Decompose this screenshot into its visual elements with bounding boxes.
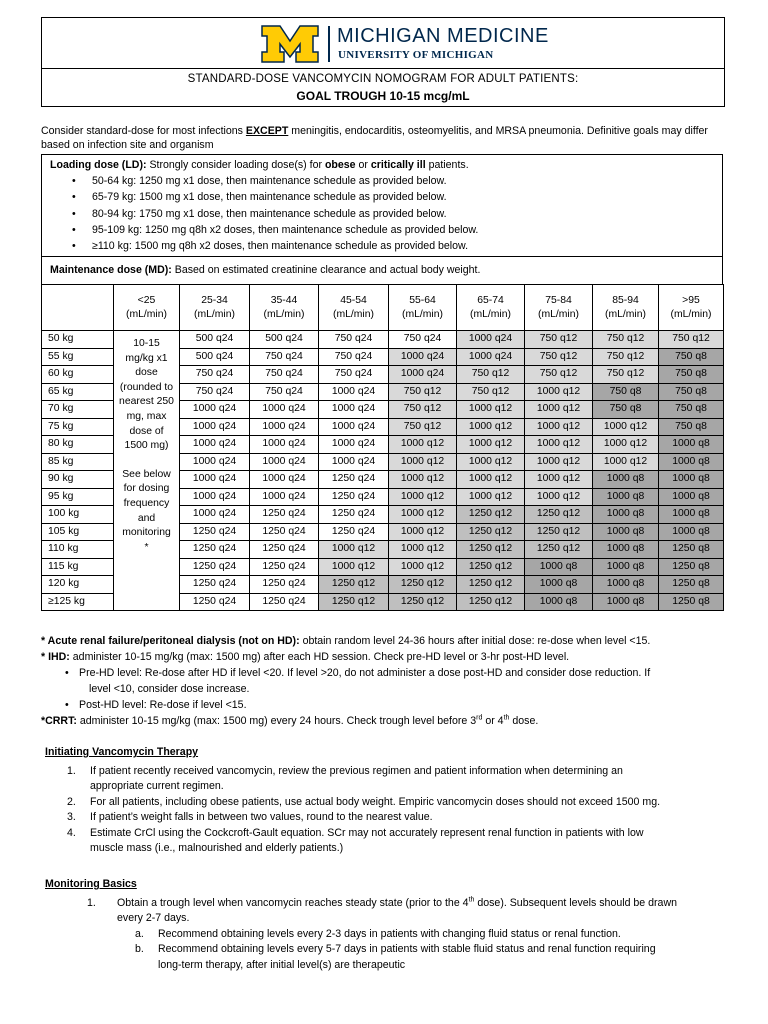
list-item: • 80-94 kg: 1750 mg x1 dose, then maintenance schedule as provided below. xyxy=(50,206,722,222)
dose-cell: 1000 q12 xyxy=(389,488,457,506)
dose-cell: 1000 q12 xyxy=(389,453,457,471)
dose-cell: 1250 q12 xyxy=(525,541,593,559)
crcl-range: 35-44 xyxy=(270,294,298,306)
crcl-unit: (mL/min) xyxy=(670,308,712,320)
dose-cell: 1250 q24 xyxy=(250,576,319,594)
table-row xyxy=(42,331,724,349)
dose-cell: 1000 q8 xyxy=(525,558,593,576)
low-crcl-line: monitoring xyxy=(122,527,171,539)
dose-cell: 1000 q8 xyxy=(659,453,724,471)
dose-cell: 750 q12 xyxy=(525,366,593,384)
dose-cell: 1250 q24 xyxy=(250,541,319,559)
item-number: 4. xyxy=(67,826,76,839)
dose-cell: 1000 q8 xyxy=(659,523,724,541)
dose-cell: 1000 q24 xyxy=(250,453,319,471)
low-crcl-line: * xyxy=(144,541,149,553)
dose-cell: 1000 q24 xyxy=(180,506,250,524)
low-crcl-line: mg/kg x1 xyxy=(125,352,168,364)
dose-cell: 1000 q8 xyxy=(593,593,659,611)
dose-cell: 1000 q12 xyxy=(389,471,457,489)
loading-dose-section xyxy=(42,155,722,257)
dose-cell: 750 q24 xyxy=(250,366,319,384)
maintenance-text: Based on estimated creatinine clearance and actual body weight. xyxy=(171,264,481,276)
weight-cell: 50 kg xyxy=(42,331,114,349)
crcl-header xyxy=(114,285,180,331)
dose-cell: 1000 q24 xyxy=(319,453,389,471)
dose-cell: 750 q24 xyxy=(180,366,250,384)
dose-cell: 1250 q24 xyxy=(180,541,250,559)
dose-cell: 750 q24 xyxy=(250,383,319,401)
intro-text-1: Consider standard-dose for most infections xyxy=(41,125,246,137)
logo-divider xyxy=(328,26,330,62)
item-text: If patient recently received vancomycin, review the previous regimen and patient information when determining an xyxy=(90,764,623,777)
dose-cell: 1000 q24 xyxy=(250,401,319,419)
dose-cell: 750 q8 xyxy=(659,348,724,366)
weight-cell: 115 kg xyxy=(42,558,114,576)
dose-cell: 1000 q8 xyxy=(593,506,659,524)
dose-cell: 1000 q24 xyxy=(180,453,250,471)
dose-cell: 1000 q8 xyxy=(525,576,593,594)
dose-cell: 1000 q24 xyxy=(180,471,250,489)
dose-cell: 1250 q24 xyxy=(180,576,250,594)
weight-cell: 105 kg xyxy=(42,523,114,541)
intro-text-2: meningitis, endocarditis, osteomyelitis, and MRSA pneumonia. Definitive goals may differ based on infection site and organism xyxy=(41,125,708,151)
dose-cell: 1000 q8 xyxy=(659,506,724,524)
monitoring-list xyxy=(45,896,725,927)
low-crcl-line: mg, max xyxy=(126,410,167,422)
dose-cell: 1000 q12 xyxy=(525,436,593,454)
crcl-range: 25-34 xyxy=(201,294,228,306)
table-header-row xyxy=(42,285,724,331)
low-crcl-line: dose xyxy=(135,367,158,379)
weight-cell: 100 kg xyxy=(42,506,114,524)
dose-cell: 1000 q24 xyxy=(180,401,250,419)
dose-cell: 1250 q8 xyxy=(659,558,724,576)
monitoring-section xyxy=(45,877,725,973)
weight-cell: 85 kg xyxy=(42,453,114,471)
dose-cell: 1000 q12 xyxy=(525,471,593,489)
crrt-text-c: dose. xyxy=(509,715,539,727)
dose-cell: 1000 q24 xyxy=(319,383,389,401)
dose-cell: 1000 q12 xyxy=(593,418,659,436)
item-text: long-term therapy, after initial level(s) are therapeutic xyxy=(158,958,406,971)
item-letter: b. xyxy=(135,943,144,955)
dose-cell: 1000 q24 xyxy=(389,348,457,366)
brand-name: MICHIGAN MEDICINE xyxy=(337,25,549,47)
dose-cell: 1000 q12 xyxy=(593,453,659,471)
item-number: 1. xyxy=(67,764,76,777)
crcl-header xyxy=(180,285,250,331)
crrt-sup-2: th xyxy=(503,714,510,722)
dose-cell: 1250 q24 xyxy=(180,523,250,541)
dose-cell: 1250 q24 xyxy=(319,488,389,506)
crcl-header xyxy=(593,285,659,331)
title-block xyxy=(42,69,724,106)
arf-label: * Acute renal failure/peritoneal dialysis (not on HD): xyxy=(41,635,300,647)
dose-cell: 1000 q24 xyxy=(457,348,525,366)
list-item xyxy=(45,942,725,973)
crrt-note xyxy=(41,713,731,729)
list-item: • ≥110 kg: 1500 mg q8h x2 doses, then maintenance schedule as provided below. xyxy=(50,238,722,254)
dose-cell: 1000 q8 xyxy=(593,541,659,559)
dose-cell: 1000 q8 xyxy=(659,471,724,489)
dose-cell: 750 q12 xyxy=(593,366,659,384)
loading-text-a: Strongly consider loading dose(s) for xyxy=(146,159,325,171)
dose-cell: 1000 q12 xyxy=(525,418,593,436)
dose-cell: 1000 q24 xyxy=(250,436,319,454)
dose-cell: 1000 q24 xyxy=(319,436,389,454)
weight-cell: 90 kg xyxy=(42,471,114,489)
loading-critical: critically ill xyxy=(370,159,426,171)
weight-cell: 75 kg xyxy=(42,418,114,436)
dose-cell: 1250 q12 xyxy=(457,576,525,594)
dose-cell: 750 q12 xyxy=(389,401,457,419)
dose-cell: 1000 q24 xyxy=(319,401,389,419)
dose-cell: 1250 q12 xyxy=(457,541,525,559)
dialysis-notes xyxy=(41,633,731,729)
crcl-header xyxy=(389,285,457,331)
dose-cell: 500 q24 xyxy=(180,348,250,366)
item-letter: a. xyxy=(135,927,144,940)
item-text: appropriate current regimen. xyxy=(90,780,224,792)
item-number: 3. xyxy=(67,811,76,823)
dose-cell: 1250 q24 xyxy=(319,506,389,524)
dose-cell: 1250 q12 xyxy=(457,506,525,524)
loading-text-b: or xyxy=(355,159,371,171)
dose-cell: 750 q8 xyxy=(659,366,724,384)
low-crcl-line: (rounded to xyxy=(119,381,174,393)
list-item xyxy=(45,927,725,943)
item-text xyxy=(117,896,725,912)
crrt-text-a: administer 10-15 mg/kg (max: 1500 mg) every 24 hours. Check trough level before 3 xyxy=(76,715,477,727)
dose-cell: 1250 q24 xyxy=(250,506,319,524)
low-crcl-line: frequency xyxy=(123,497,170,509)
low-crcl-line xyxy=(114,454,179,468)
weight-cell: 65 kg xyxy=(42,383,114,401)
dose-cell: 1000 q12 xyxy=(457,436,525,454)
nomogram-table xyxy=(41,284,724,611)
crcl-range: 85-94 xyxy=(612,294,639,306)
dose-cell: 750 q12 xyxy=(457,366,525,384)
weight-cell: 80 kg xyxy=(42,436,114,454)
dose-cell: 1000 q12 xyxy=(389,436,457,454)
dose-cell: 1000 q12 xyxy=(457,453,525,471)
dose-cell: 1000 q12 xyxy=(457,418,525,436)
dose-cell: 750 q12 xyxy=(659,331,724,349)
list-item: • 65-79 kg: 1500 mg x1 dose, then maintenance schedule as provided below. xyxy=(50,189,722,205)
dose-cell: 750 q24 xyxy=(250,348,319,366)
list-item: • 50-64 kg: 1250 mg x1 dose, then maintenance schedule as provided below. xyxy=(50,173,722,189)
low-crcl-cell xyxy=(114,331,180,611)
weight-cell: 70 kg xyxy=(42,401,114,419)
crcl-unit: (mL/min) xyxy=(333,308,374,320)
dosing-box xyxy=(41,154,723,285)
dose-cell: 750 q8 xyxy=(593,383,659,401)
crcl-range: 45-54 xyxy=(340,294,367,306)
dose-cell: 1250 q12 xyxy=(319,576,389,594)
dose-cell: 1250 q24 xyxy=(319,471,389,489)
crcl-header xyxy=(319,285,389,331)
dose-cell: 750 q12 xyxy=(389,383,457,401)
crcl-unit: (mL/min) xyxy=(126,308,167,320)
crcl-range: <25 xyxy=(137,294,156,306)
dose-cell: 1000 q8 xyxy=(593,523,659,541)
dose-cell: 1000 q24 xyxy=(250,488,319,506)
dose-cell: 1250 q24 xyxy=(319,523,389,541)
weight-header xyxy=(42,285,114,331)
dose-cell: 1250 q12 xyxy=(457,593,525,611)
document-header xyxy=(41,17,725,107)
dose-cell: 1250 q24 xyxy=(180,593,250,611)
dose-cell: 1000 q8 xyxy=(593,576,659,594)
crcl-unit: (mL/min) xyxy=(402,308,443,320)
item-number: 2. xyxy=(67,795,76,808)
dose-cell: 1250 q8 xyxy=(659,541,724,559)
dose-cell: 750 q24 xyxy=(180,383,250,401)
dose-cell: 750 q8 xyxy=(659,418,724,436)
crrt-text-b: or 4 xyxy=(482,715,504,727)
dose-cell: 1250 q12 xyxy=(457,558,525,576)
dose-cell: 750 q12 xyxy=(457,383,525,401)
loading-text-c: patients. xyxy=(425,159,469,171)
item-text: For all patients, including obese patients, use actual body weight. Empiric vancomycin doses should not exceed 1500 mg. xyxy=(90,795,661,808)
item-text: Recommend obtaining levels every 2-3 days in patients with changing fluid status or renal function. xyxy=(158,927,621,940)
dose-cell: 1000 q24 xyxy=(389,366,457,384)
dose-cell: 1000 q24 xyxy=(180,418,250,436)
crcl-unit: (mL/min) xyxy=(470,308,511,320)
dose-cell: 1000 q24 xyxy=(180,488,250,506)
dose-cell: 1250 q24 xyxy=(250,523,319,541)
dose-cell: 1000 q24 xyxy=(457,331,525,349)
dose-cell: 1000 q12 xyxy=(525,401,593,419)
item-text: every 2-7 days. xyxy=(117,912,190,924)
initiating-list xyxy=(45,764,725,857)
monitoring-heading: Monitoring Basics xyxy=(45,878,137,890)
low-crcl-line: See below xyxy=(122,468,171,480)
weight-cell: 55 kg xyxy=(42,348,114,366)
dose-cell: 1000 q12 xyxy=(525,453,593,471)
item-text: muscle mass (i.e., malnourished and elderly patients.) xyxy=(90,842,344,854)
weight-cell: ≥125 kg xyxy=(42,593,114,611)
intro-except: EXCEPT xyxy=(245,125,289,137)
dose-cell: 1250 q12 xyxy=(389,576,457,594)
dose-cell: 1000 q24 xyxy=(250,418,319,436)
intro-paragraph xyxy=(41,124,731,152)
dose-cell: 1000 q12 xyxy=(389,558,457,576)
dose-cell: 750 q12 xyxy=(525,331,593,349)
crcl-header xyxy=(457,285,525,331)
dose-cell: 1000 q12 xyxy=(593,436,659,454)
logo-row xyxy=(42,18,724,69)
low-crcl-line: nearest 250 xyxy=(119,396,174,408)
item-text: Estimate CrCl using the Cockcroft-Gault equation. SCr may not accurately represent renal function in patients with low xyxy=(90,826,644,839)
dose-cell: 1250 q12 xyxy=(389,593,457,611)
crrt-label: *CRRT: xyxy=(41,715,77,727)
list-item xyxy=(45,810,725,826)
dose-cell: 500 q24 xyxy=(180,331,250,349)
dose-cell: 1000 q24 xyxy=(250,471,319,489)
item-number: 1. xyxy=(87,896,96,909)
monitoring-sup: th xyxy=(468,895,475,903)
crrt-sup-1: rd xyxy=(476,714,483,722)
pre-hd-note: • Pre-HD level: Re-dose after HD if level <20. If level >20, do not administer a dose post-HD and consider dose reduction. If xyxy=(41,665,731,681)
dose-cell: 1000 q24 xyxy=(180,436,250,454)
crcl-unit: (mL/min) xyxy=(194,308,235,320)
dose-cell: 1250 q24 xyxy=(180,558,250,576)
dose-cell: 1000 q12 xyxy=(389,523,457,541)
dose-cell: 1000 q8 xyxy=(593,558,659,576)
crcl-unit: (mL/min) xyxy=(538,308,579,320)
crcl-range: 65-74 xyxy=(477,294,504,306)
dose-cell: 750 q24 xyxy=(319,366,389,384)
dose-cell: 1000 q12 xyxy=(319,558,389,576)
block-m-logo-icon xyxy=(260,24,320,64)
dose-cell: 1000 q8 xyxy=(593,471,659,489)
dose-cell: 1000 q12 xyxy=(319,541,389,559)
list-item xyxy=(45,795,725,811)
crcl-header xyxy=(250,285,319,331)
dose-cell: 1000 q12 xyxy=(457,488,525,506)
dose-cell: 1000 q12 xyxy=(525,383,593,401)
arf-note xyxy=(41,633,731,649)
dose-cell: 750 q12 xyxy=(593,331,659,349)
dose-cell: 1000 q12 xyxy=(525,488,593,506)
low-crcl-line: 10-15 xyxy=(133,338,160,349)
low-crcl-line: and xyxy=(137,512,156,524)
ihd-label: * IHD: xyxy=(41,651,70,663)
dose-cell: 1000 q12 xyxy=(457,471,525,489)
dose-cell: 1000 q12 xyxy=(389,506,457,524)
loading-dose-label: Loading dose (LD): xyxy=(50,159,147,171)
crcl-header xyxy=(659,285,724,331)
dose-cell: 1000 q12 xyxy=(389,541,457,559)
initiating-heading: Initiating Vancomycin Therapy xyxy=(45,746,199,758)
post-hd-note: • Post-HD level: Re-dose if level <15. xyxy=(41,697,731,713)
dose-cell: 1000 q12 xyxy=(457,401,525,419)
crcl-range: 75-84 xyxy=(545,294,572,306)
loading-obese: obese xyxy=(324,159,356,171)
dose-cell: 1000 q8 xyxy=(659,488,724,506)
dose-cell: 750 q12 xyxy=(389,418,457,436)
dose-cell: 500 q24 xyxy=(250,331,319,349)
dose-cell: 1000 q8 xyxy=(593,488,659,506)
dose-cell: 750 q24 xyxy=(389,331,457,349)
dose-cell: 1000 q24 xyxy=(319,418,389,436)
dose-cell: 1250 q12 xyxy=(457,523,525,541)
dose-cell: 1000 q8 xyxy=(525,593,593,611)
low-crcl-line: dose of xyxy=(129,425,164,437)
list-item: • 95-109 kg: 1250 mg q8h x2 doses, then maintenance schedule as provided below. xyxy=(50,222,722,238)
crcl-unit: (mL/min) xyxy=(605,308,646,320)
list-item xyxy=(45,826,725,857)
dose-cell: 750 q8 xyxy=(593,401,659,419)
weight-cell: 120 kg xyxy=(42,576,114,594)
dose-cell: 750 q12 xyxy=(593,348,659,366)
list-item xyxy=(45,764,725,795)
list-item xyxy=(45,896,725,927)
dose-cell: 750 q24 xyxy=(319,348,389,366)
document-subtitle: GOAL TROUGH 10-15 mcg/mL xyxy=(296,89,470,103)
maintenance-dose-section xyxy=(42,257,722,284)
crcl-range: 55-64 xyxy=(409,294,436,306)
monitoring-text-b: dose). Subsequent levels should be drawn xyxy=(474,896,677,909)
low-crcl-line: 1500 mg) xyxy=(124,440,169,452)
dose-cell: 1250 q12 xyxy=(319,593,389,611)
loading-dose-list xyxy=(50,173,722,254)
dose-cell: 750 q8 xyxy=(659,401,724,419)
dose-cell: 1250 q24 xyxy=(250,593,319,611)
maintenance-label: Maintenance dose (MD): xyxy=(50,264,172,276)
crcl-unit: (mL/min) xyxy=(263,308,305,320)
ihd-note xyxy=(41,649,731,665)
item-text: Recommend obtaining levels every 5-7 days in patients with stable fluid status and renal function requiring xyxy=(158,943,656,955)
initiating-section xyxy=(45,745,725,857)
dose-cell: 1250 q8 xyxy=(659,593,724,611)
weight-cell: 60 kg xyxy=(42,366,114,384)
brand-subname: UNIVERSITY OF MICHIGAN xyxy=(338,49,494,61)
ihd-text: administer 10-15 mg/kg (max: 1500 mg) after each HD session. Check pre-HD level or 3-hr post-HD level. xyxy=(69,651,570,663)
dose-cell: 750 q8 xyxy=(659,383,724,401)
monitoring-text-a: Obtain a trough level when vancomycin reaches steady state (prior to the 4 xyxy=(117,896,469,909)
dose-cell: 1250 q24 xyxy=(250,558,319,576)
item-text: If patient’s weight falls in between two values, round to the nearest value. xyxy=(90,811,433,823)
pre-hd-note-cont: level <10, consider dose increase. xyxy=(89,683,250,695)
table-body xyxy=(42,331,724,611)
arf-text: obtain random level 24-36 hours after initial dose: re-dose when level <15. xyxy=(299,635,651,647)
dose-cell: 1250 q12 xyxy=(525,523,593,541)
weight-cell: 95 kg xyxy=(42,488,114,506)
crcl-header xyxy=(525,285,593,331)
weight-cell: 110 kg xyxy=(42,541,114,559)
dose-cell: 750 q12 xyxy=(525,348,593,366)
dose-cell: 1250 q12 xyxy=(525,506,593,524)
crcl-range: >95 xyxy=(682,294,700,306)
dose-cell: 750 q24 xyxy=(319,331,389,349)
low-crcl-line: for dosing xyxy=(123,483,170,495)
document-title: STANDARD-DOSE VANCOMYCIN NOMOGRAM FOR ADULT PATIENTS: xyxy=(187,73,579,85)
dose-cell: 1250 q8 xyxy=(659,576,724,594)
dose-cell: 1000 q8 xyxy=(659,436,724,454)
